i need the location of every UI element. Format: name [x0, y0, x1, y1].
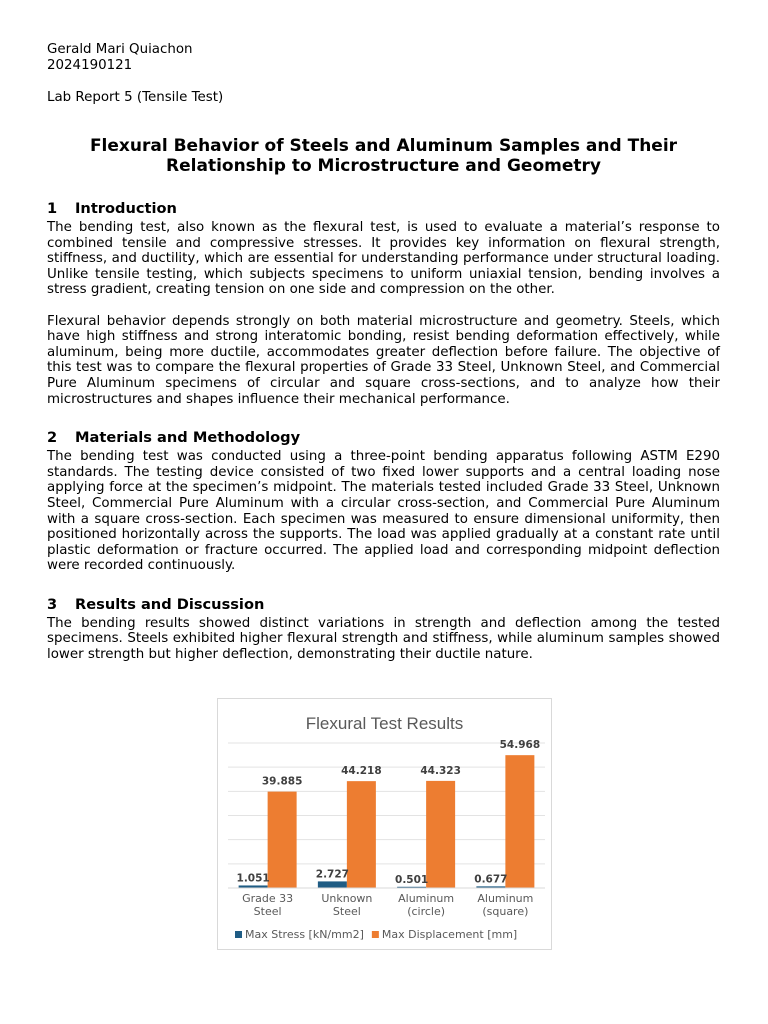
flexural-chart	[217, 698, 552, 950]
legend-label: Max Stress [kN/mm2]	[245, 928, 364, 941]
legend-label: Max Displacement [mm]	[381, 928, 518, 941]
category-label: (square)	[482, 905, 529, 918]
bar-max-stress	[318, 881, 347, 888]
section-title: Results and Discussion	[75, 595, 265, 613]
section-title: Materials and Methodology	[75, 429, 301, 447]
data-label-max-stress: 2.727	[315, 868, 349, 881]
chart-legend	[235, 928, 517, 941]
category-label: (circle)	[407, 905, 446, 918]
author-name: Gerald Mari Quiachon	[47, 42, 193, 57]
category-label: Aluminum	[477, 892, 534, 905]
section-number: 1	[47, 200, 58, 217]
data-label-max-displacement: 39.885	[261, 775, 303, 788]
category-label: Unknown	[321, 892, 373, 905]
intro-paragraph-1: The bending test, also known as the flexural test, is used to evaluate a material’s response to combined tensile and compressive stresses. It provides key information on flexural strength, stiffness, and ductility, which are essential for understanding performance under structural loading. Unlike tensile testing, which subjects specimens to uniform uniaxial tension, bending involves a stress gradient, creating tension on one side and compression on the other.	[47, 220, 720, 298]
results-paragraph: The bending results showed distinct variations in strength and deflection among the tested specimens. Steels exhibited higher flexural strength and stiffness, while aluminum samples showed lower strength but higher deflection, demonstrating their ductile nature.	[47, 615, 720, 663]
page-title	[47, 136, 720, 176]
data-label-max-stress: 0.677	[474, 873, 508, 886]
data-label-max-stress: 0.501	[395, 873, 429, 886]
data-label-max-displacement: 44.218	[341, 765, 382, 778]
bar-max-displacement	[347, 781, 376, 888]
section-heading-results	[47, 596, 720, 614]
chart-x-axis	[228, 888, 545, 918]
bar-max-displacement	[505, 755, 534, 888]
category-label: Steel	[253, 905, 282, 918]
category-label: Aluminum	[398, 892, 455, 905]
section-number: 3	[47, 595, 58, 613]
intro-paragraph-2: Flexural behavior depends strongly on both material microstructure and geometry. Steels, which have high stiffness and strong interatomic bonding, resist bending deformation effectively, while aluminum, being more ductile, accommodates greater deflection before failure. The objective of this test was to compare the flexural properties of Grade 33 Steel, Unknown Steel, and Commercial Pure Aluminum specimens of circular and square cross-sections, and to analyze how their microstructures and shapes influence their mechanical performance.	[47, 313, 720, 407]
bar-max-displacement	[426, 781, 455, 888]
report-label: Lab Report 5 (Tensile Test)	[47, 90, 224, 105]
section-title: Introduction	[75, 200, 177, 217]
legend-swatch	[235, 931, 242, 938]
chart-title: Flexural Test Results	[305, 714, 464, 733]
chart-canvas	[218, 699, 551, 949]
student-id: 2024190121	[47, 58, 133, 73]
data-label-max-displacement: 54.968	[499, 739, 541, 752]
section-heading-introduction	[47, 200, 720, 218]
bar-max-displacement	[268, 792, 297, 888]
category-label: Steel	[332, 905, 361, 918]
title-line-1: Flexural Behavior of Steels and Aluminum Samples and Their	[89, 136, 678, 156]
title-line-2: Relationship to Microstructure and Geometry	[166, 156, 601, 176]
category-label: Grade 33	[242, 892, 294, 905]
data-label-max-stress: 1.051	[236, 872, 270, 885]
legend-swatch	[372, 931, 379, 938]
methodology-paragraph: The bending test was conducted using a three-point bending apparatus following ASTM E290 standards. The testing device consisted of two fixed lower supports and a central loading nose applying force at the specimen’s midpoint. The materials tested included Grade 33 Steel, Unknown Steel, Commercial Pure Aluminum with a circular cross-section, and Commercial Pure Aluminum with a square cross-section. Each specimen was measured to ensure dimensional uniformity, then positioned horizontally across the supports. The load was applied gradually at a constant rate until plastic deformation or fracture occurred. The applied load and corresponding midpoint deflection were recorded continuously.	[47, 449, 720, 574]
document-page	[47, 42, 720, 663]
section-number: 2	[47, 429, 58, 447]
data-label-max-displacement: 44.323	[420, 764, 461, 777]
section-heading-methodology	[47, 429, 720, 447]
